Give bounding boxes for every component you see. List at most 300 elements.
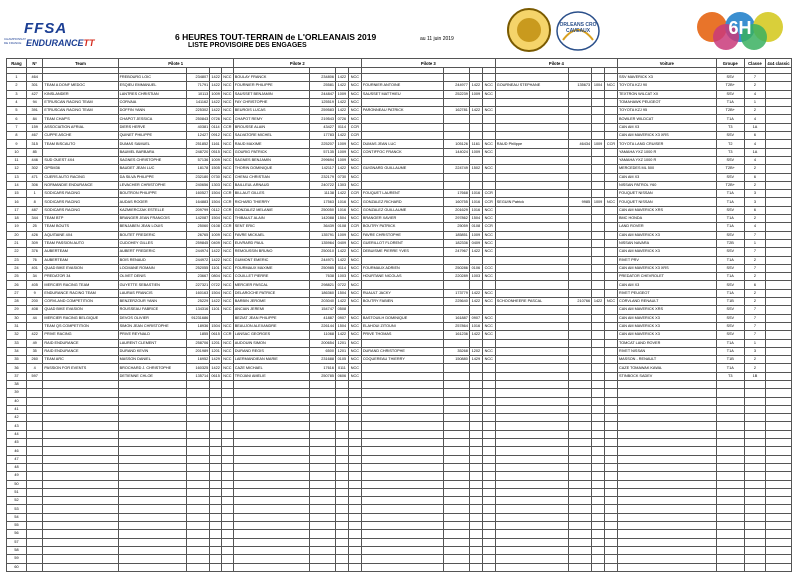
ffsa-brand: FFSA bbox=[24, 20, 68, 37]
cell-pilote1-code bbox=[210, 497, 222, 505]
cell-pilote4-licence bbox=[568, 281, 591, 289]
cell-pilote2-asa bbox=[348, 414, 361, 422]
cell-pilote4-name bbox=[495, 505, 568, 513]
cell-groupe: T1A bbox=[716, 198, 744, 206]
cell-pilote4-licence bbox=[568, 439, 591, 447]
cell-pilote2-code bbox=[335, 405, 348, 413]
cell-pilote4-code bbox=[592, 555, 605, 563]
cell-pilote1-name: DETIENNE CHLOE bbox=[118, 372, 186, 380]
cell-pilote1-name: CORVAIA bbox=[118, 98, 186, 106]
cell-pilote1-licence: 91231686 bbox=[186, 314, 209, 322]
cell-pilote1-code: 1101 bbox=[210, 264, 222, 272]
cell-num: 25 bbox=[26, 223, 42, 231]
cell-pilote2-code: 1422 bbox=[335, 74, 348, 82]
cell-pilote4-name bbox=[495, 447, 568, 455]
cell-pilote4-asa bbox=[605, 513, 618, 521]
cell-pilote3-name bbox=[361, 488, 443, 496]
cell-pilote1-name bbox=[118, 522, 186, 530]
cell-pilote2-licence: 299694 bbox=[310, 156, 336, 164]
cell-rang: 42 bbox=[7, 414, 27, 422]
cell-groupe: T1A bbox=[716, 223, 744, 231]
cell-team: AUBERTEAM bbox=[43, 248, 118, 256]
cell-classe bbox=[744, 414, 765, 422]
cell-pilote4-code bbox=[592, 190, 605, 198]
cell-groupe bbox=[716, 472, 744, 480]
cell-pilote2-name: SAUSSET BENJAMIN bbox=[233, 90, 309, 98]
cell-rang: 3 bbox=[7, 90, 27, 98]
cell-pilote3-code bbox=[469, 505, 482, 513]
cell-team: MERCIER RACING TEAM bbox=[43, 281, 118, 289]
cell-pilote4-asa bbox=[605, 339, 618, 347]
cell-voiture bbox=[617, 397, 716, 405]
cell-pilote1-code bbox=[210, 414, 222, 422]
cell-pilote2-asa: NCC bbox=[348, 281, 361, 289]
cell-pilote3-code bbox=[469, 405, 482, 413]
cell-team bbox=[43, 505, 118, 513]
cell-pilote2-code: 1201 bbox=[335, 347, 348, 355]
cell-pilote2-code: 1009 bbox=[335, 156, 348, 164]
cell-pilote1-asa bbox=[221, 563, 233, 571]
cell-classe: 1A bbox=[744, 148, 765, 156]
cell-pilote4-licence bbox=[568, 463, 591, 471]
cell-pilote3-asa bbox=[482, 339, 495, 347]
cell-pilote4-licence bbox=[568, 563, 591, 571]
cell-pilote4-asa bbox=[605, 123, 618, 131]
cell-pilote2-asa: NCC bbox=[348, 74, 361, 82]
cell-pilote3-code: 0409 bbox=[469, 239, 482, 247]
cell-pilote4-asa bbox=[605, 90, 618, 98]
cell-num bbox=[26, 497, 42, 505]
cell-4x4-classic bbox=[765, 480, 791, 488]
cell-pilote2-code bbox=[335, 538, 348, 546]
cell-pilote3-code: 1422 bbox=[469, 82, 482, 90]
cell-pilote3-name bbox=[361, 463, 443, 471]
cell-groupe: T1A bbox=[716, 98, 744, 106]
cell-pilote1-licence bbox=[186, 505, 209, 513]
cell-voiture: TOMCAT LAND ROVER bbox=[617, 339, 716, 347]
cell-4x4-classic bbox=[765, 455, 791, 463]
cell-pilote1-asa: NCC bbox=[221, 115, 233, 123]
cell-pilote3-name bbox=[361, 455, 443, 463]
cell-classe bbox=[744, 530, 765, 538]
cell-pilote4-asa bbox=[605, 239, 618, 247]
cell-pilote3-asa: NCC bbox=[482, 148, 495, 156]
cell-pilote3-asa: NCC bbox=[482, 322, 495, 330]
cell-pilote2-name bbox=[233, 397, 309, 405]
cell-voiture: MERCEDES ML 500 bbox=[617, 165, 716, 173]
cell-pilote4-name bbox=[495, 173, 568, 181]
cell-pilote4-asa bbox=[605, 231, 618, 239]
cell-rang: 14 bbox=[7, 181, 27, 189]
cell-pilote2-licence: 17563 bbox=[310, 198, 336, 206]
cell-pilote2-licence bbox=[310, 439, 336, 447]
cell-pilote2-code: 0907 bbox=[335, 314, 348, 322]
cell-4x4-classic bbox=[765, 447, 791, 455]
cell-pilote4-name bbox=[495, 439, 568, 447]
cell-pilote4-licence bbox=[568, 74, 591, 82]
cell-pilote2-asa bbox=[348, 488, 361, 496]
cell-pilote1-licence: 25229 bbox=[186, 298, 209, 306]
cell-pilote3-licence bbox=[444, 463, 470, 471]
cell-classe bbox=[744, 488, 765, 496]
cell-pilote3-name bbox=[361, 281, 443, 289]
cell-pilote2-code: 0105 bbox=[335, 356, 348, 364]
cell-pilote4-name bbox=[495, 148, 568, 156]
cell-pilote3-name bbox=[361, 364, 443, 372]
cell-pilote1-code: 0726 bbox=[210, 115, 222, 123]
cell-pilote2-asa: NCC bbox=[348, 231, 361, 239]
cell-num: 4 bbox=[26, 364, 42, 372]
cell-pilote2-code: 0108 bbox=[335, 223, 348, 231]
table-row-empty bbox=[7, 414, 792, 422]
cell-rang: 50 bbox=[7, 480, 27, 488]
cell-pilote3-code: 1161 bbox=[469, 140, 482, 148]
cell-pilote2-name: BEZIAT JEAN PHILIPPE bbox=[233, 314, 309, 322]
cell-rang: 47 bbox=[7, 455, 27, 463]
cell-pilote1-name bbox=[118, 472, 186, 480]
cell-pilote4-licence bbox=[568, 322, 591, 330]
orleans-logo bbox=[555, 10, 601, 52]
cell-pilote3-name bbox=[361, 480, 443, 488]
cell-voiture: TEXTRON WILCAT XX bbox=[617, 90, 716, 98]
cell-pilote2-asa: CCR bbox=[348, 190, 361, 198]
table-row bbox=[7, 123, 792, 131]
cell-pilote1-licence: 240656 bbox=[186, 181, 209, 189]
cell-pilote1-code: 1504 bbox=[210, 289, 222, 297]
cell-voiture bbox=[617, 439, 716, 447]
cell-voiture: CAN AM MAVERICK XRS bbox=[617, 206, 716, 214]
cell-pilote3-licence bbox=[444, 306, 470, 314]
table-row bbox=[7, 206, 792, 214]
cell-voiture bbox=[617, 455, 716, 463]
cell-team: NORMANDIE ENDURANCE bbox=[43, 181, 118, 189]
cell-num: 302 bbox=[26, 165, 42, 173]
cell-pilote2-name: FOURMAUX MAXIME bbox=[233, 264, 309, 272]
cell-pilote4-code: 1009 bbox=[592, 140, 605, 148]
cell-pilote1-code: 0912 bbox=[210, 132, 222, 140]
cell-pilote4-code bbox=[592, 156, 605, 164]
cell-classe: 2 bbox=[744, 181, 765, 189]
cell-pilote2-name: FAVRE MICKAEL bbox=[233, 231, 309, 239]
cell-voiture bbox=[617, 480, 716, 488]
cell-pilote4-code bbox=[592, 98, 605, 106]
cell-pilote2-name bbox=[233, 414, 309, 422]
table-row bbox=[7, 231, 792, 239]
cell-pilote2-licence: 244971 bbox=[310, 256, 336, 264]
cell-pilote2-licence bbox=[310, 472, 336, 480]
cell-pilote1-name: BENJABEN JEAN LOUIS bbox=[118, 223, 186, 231]
cell-pilote3-licence bbox=[444, 472, 470, 480]
cell-pilote3-asa bbox=[482, 497, 495, 505]
cell-pilote3-name: FOUQUET LAURENT bbox=[361, 190, 443, 198]
cell-4x4-classic bbox=[765, 256, 791, 264]
cell-pilote1-name: CUDOHEY GILLES bbox=[118, 239, 186, 247]
cell-pilote3-code bbox=[469, 447, 482, 455]
cell-pilote3-asa: NCC bbox=[482, 140, 495, 148]
cell-pilote1-name: AUDAS ROGER bbox=[118, 198, 186, 206]
cell-pilote3-code bbox=[469, 439, 482, 447]
cell-4x4-classic bbox=[765, 306, 791, 314]
cell-pilote2-name bbox=[233, 405, 309, 413]
cell-4x4-classic bbox=[765, 546, 791, 554]
cell-num: 426 bbox=[26, 231, 42, 239]
cell-num: 200 bbox=[26, 298, 42, 306]
cell-pilote2-code bbox=[335, 389, 348, 397]
cell-pilote3-asa: NCC bbox=[482, 356, 495, 364]
cell-rang: 38 bbox=[7, 380, 27, 388]
table-row bbox=[7, 256, 792, 264]
cell-rang: 13 bbox=[7, 173, 27, 181]
cell-pilote4-code bbox=[592, 463, 605, 471]
cell-classe: 2 bbox=[744, 298, 765, 306]
cell-team: TEAM A DONF MEDOC bbox=[43, 82, 118, 90]
cell-pilote2-asa bbox=[348, 546, 361, 554]
cell-pilote2-licence: 7638 bbox=[310, 273, 336, 281]
cell-pilote4-name bbox=[495, 430, 568, 438]
cell-pilote2-name: TROJANI AMELIE bbox=[233, 372, 309, 380]
cell-pilote4-code: 1004 bbox=[592, 82, 605, 90]
cell-pilote4-code bbox=[592, 248, 605, 256]
cell-pilote2-code bbox=[335, 455, 348, 463]
cell-pilote1-licence bbox=[186, 488, 209, 496]
cell-num bbox=[26, 505, 42, 513]
cell-pilote2-asa: NCC bbox=[348, 165, 361, 173]
cell-4x4-classic bbox=[765, 563, 791, 571]
cell-pilote2-name: LAERMANDIEAN MARIE bbox=[233, 356, 309, 364]
cell-num bbox=[26, 563, 42, 571]
cell-pilote3-licence bbox=[444, 364, 470, 372]
cell-pilote2-asa bbox=[348, 455, 361, 463]
cell-pilote4-asa bbox=[605, 530, 618, 538]
cell-pilote4-asa: NCC bbox=[605, 82, 618, 90]
cell-pilote3-licence bbox=[444, 98, 470, 106]
cell-4x4-classic bbox=[765, 140, 791, 148]
cell-pilote3-asa bbox=[482, 505, 495, 513]
cell-4x4-classic bbox=[765, 156, 791, 164]
table-row bbox=[7, 82, 792, 90]
cell-pilote1-asa bbox=[221, 513, 233, 521]
cell-pilote2-licence: 250785 bbox=[310, 372, 336, 380]
cell-pilote3-name bbox=[361, 538, 443, 546]
cell-num: 422 bbox=[26, 331, 42, 339]
cell-pilote3-licence: 185851 bbox=[444, 231, 470, 239]
cell-pilote2-licence: 250050 bbox=[310, 206, 336, 214]
cell-pilote3-code bbox=[469, 530, 482, 538]
cell-num bbox=[26, 546, 42, 554]
cell-pilote2-code: 0409 bbox=[335, 239, 348, 247]
cell-pilote1-code: 1422 bbox=[210, 82, 222, 90]
cell-groupe bbox=[716, 414, 744, 422]
cell-pilote3-code bbox=[469, 472, 482, 480]
cell-pilote3-code bbox=[469, 455, 482, 463]
cell-pilote1-licence: 10113 bbox=[186, 90, 209, 98]
cell-pilote3-code: 1422 bbox=[469, 298, 482, 306]
cell-pilote1-licence: 71791 bbox=[186, 82, 209, 90]
cell-pilote1-asa bbox=[221, 463, 233, 471]
cell-voiture: CAN AM MAVERICK X3 bbox=[617, 314, 716, 322]
cell-rang: 45 bbox=[7, 439, 27, 447]
cell-pilote1-name bbox=[118, 513, 186, 521]
cell-pilote2-licence bbox=[310, 480, 336, 488]
cell-pilote4-name: SCHOONHEERE PASCAL bbox=[495, 298, 568, 306]
cell-voiture: FOUQUET NISSAN bbox=[617, 198, 716, 206]
cell-pilote2-asa bbox=[348, 405, 361, 413]
cell-team: TEAM PASSION AUTO bbox=[43, 239, 118, 247]
cell-pilote1-licence: 258706 bbox=[186, 339, 209, 347]
cell-pilote3-name bbox=[361, 181, 443, 189]
cell-pilote3-code: 1009 bbox=[469, 231, 482, 239]
cell-pilote1-code: 1101 bbox=[210, 306, 222, 314]
cell-pilote1-name: DOFFIN YANN bbox=[118, 107, 186, 115]
cell-classe: 2 bbox=[744, 107, 765, 115]
table-row bbox=[7, 198, 792, 206]
cell-classe: 1B bbox=[744, 372, 765, 380]
cell-pilote4-name bbox=[495, 289, 568, 297]
table-row bbox=[7, 248, 792, 256]
table-row bbox=[7, 90, 792, 98]
cell-pilote2-asa bbox=[348, 555, 361, 563]
cell-pilote2-licence: 135791 bbox=[310, 231, 336, 239]
cell-pilote1-code: 0515 bbox=[210, 148, 222, 156]
cell-pilote1-asa: NCC bbox=[221, 372, 233, 380]
cell-pilote3-licence bbox=[444, 414, 470, 422]
cell-4x4-classic bbox=[765, 331, 791, 339]
cell-pilote4-name bbox=[495, 364, 568, 372]
cell-pilote2-code bbox=[335, 488, 348, 496]
cell-pilote2-name: RAUD MAXIME bbox=[233, 140, 309, 148]
cell-pilote1-name: BOUTET FREDERIC bbox=[118, 231, 186, 239]
cell-pilote2-name bbox=[233, 422, 309, 430]
cell-4x4-classic bbox=[765, 231, 791, 239]
cell-pilote4-asa bbox=[605, 389, 618, 397]
cell-pilote2-name bbox=[233, 546, 309, 554]
cell-pilote1-name: GUYETTE SEBASTIEN bbox=[118, 281, 186, 289]
cell-pilote4-name bbox=[495, 372, 568, 380]
cell-4x4-classic bbox=[765, 439, 791, 447]
cell-pilote4-asa bbox=[605, 463, 618, 471]
cell-pilote4-name bbox=[495, 248, 568, 256]
cell-pilote1-name bbox=[118, 538, 186, 546]
cell-groupe bbox=[716, 455, 744, 463]
table-row bbox=[7, 364, 792, 372]
cell-pilote3-code bbox=[469, 74, 482, 82]
cell-groupe bbox=[716, 555, 744, 563]
cell-pilote1-licence: 164883 bbox=[186, 198, 209, 206]
cell-classe: 4 bbox=[744, 223, 765, 231]
table-row bbox=[7, 132, 792, 140]
cell-pilote2-code: 0114 bbox=[335, 264, 348, 272]
cell-pilote1-licence bbox=[186, 430, 209, 438]
cell-pilote2-name: BROUSSE ALAIN bbox=[233, 123, 309, 131]
cell-voiture bbox=[617, 555, 716, 563]
cell-classe bbox=[744, 555, 765, 563]
cell-pilote2-code: 0114 bbox=[335, 123, 348, 131]
cell-pilote1-code bbox=[210, 430, 222, 438]
cell-pilote3-code bbox=[469, 132, 482, 140]
cell-team: CUERS AUTO RACING bbox=[43, 173, 118, 181]
cell-pilote4-asa bbox=[605, 488, 618, 496]
cell-team bbox=[43, 546, 118, 554]
cell-pilote2-name: EUVRARD PAUL bbox=[233, 239, 309, 247]
cell-pilote3-licence bbox=[444, 173, 470, 181]
cell-rang: 54 bbox=[7, 513, 27, 521]
cell-pilote1-asa: NCC bbox=[221, 347, 233, 355]
cell-pilote3-code bbox=[469, 372, 482, 380]
cell-pilote2-licence: 6500 bbox=[310, 347, 336, 355]
cell-team: ASSOCIATION AFRIAL bbox=[43, 123, 118, 131]
cell-pilote2-code bbox=[335, 439, 348, 447]
cell-pilote2-name bbox=[233, 505, 309, 513]
cell-4x4-classic bbox=[765, 132, 791, 140]
cell-groupe bbox=[716, 563, 744, 571]
table-row-empty bbox=[7, 455, 792, 463]
cell-pilote3-licence bbox=[444, 546, 470, 554]
cell-rang: 48 bbox=[7, 463, 27, 471]
cell-classe: 2 bbox=[744, 289, 765, 297]
cell-pilote1-licence: 160527 bbox=[186, 190, 209, 198]
cell-pilote4-name bbox=[495, 522, 568, 530]
cell-pilote1-licence bbox=[186, 472, 209, 480]
cell-pilote2-asa: NCC bbox=[348, 181, 361, 189]
cell-pilote3-licence: 173779 bbox=[444, 289, 470, 297]
cell-classe bbox=[744, 463, 765, 471]
cell-pilote2-code: 1422 bbox=[335, 98, 348, 106]
cell-pilote1-asa: NCC bbox=[221, 181, 233, 189]
cell-pilote1-asa bbox=[221, 480, 233, 488]
cell-4x4-classic bbox=[765, 422, 791, 430]
cell-pilote3-asa: CCR bbox=[482, 190, 495, 198]
cell-pilote1-code bbox=[210, 397, 222, 405]
cell-pilote4-asa bbox=[605, 181, 618, 189]
cell-rang: 39 bbox=[7, 389, 27, 397]
cell-num bbox=[26, 522, 42, 530]
cell-pilote1-name: LANTRES CHRISTIAN bbox=[118, 90, 186, 98]
cell-pilote2-name bbox=[233, 389, 309, 397]
cell-pilote4-licence bbox=[568, 90, 591, 98]
cell-pilote2-name bbox=[233, 472, 309, 480]
cell-pilote3-name bbox=[361, 505, 443, 513]
cell-pilote2-asa: NCC bbox=[348, 215, 361, 223]
cell-pilote1-licence: 1855 bbox=[186, 331, 209, 339]
cell-pilote1-name bbox=[118, 455, 186, 463]
cell-rang: 53 bbox=[7, 505, 27, 513]
cell-rang: 29 bbox=[7, 306, 27, 314]
cell-pilote1-name: DIERS HERVE bbox=[118, 123, 186, 131]
cell-pilote1-name: OLIVET DENIS bbox=[118, 273, 186, 281]
cell-pilote3-asa: NCC bbox=[482, 231, 495, 239]
cell-pilote2-licence bbox=[310, 555, 336, 563]
cell-pilote3-licence: 17668 bbox=[444, 190, 470, 198]
cell-pilote2-licence bbox=[310, 513, 336, 521]
cell-groupe: SSV bbox=[716, 156, 744, 164]
cell-pilote2-asa: NCC bbox=[348, 206, 361, 214]
cell-pilote1-licence: 57136 bbox=[186, 156, 209, 164]
cell-classe: 7 bbox=[744, 264, 765, 272]
cell-pilote3-asa: NCC bbox=[482, 314, 495, 322]
cell-team: ENDURANCE RACING TEAM bbox=[43, 289, 118, 297]
cell-pilote2-licence: 226144 bbox=[310, 322, 336, 330]
cell-pilote1-licence bbox=[186, 439, 209, 447]
cell-pilote4-code bbox=[592, 472, 605, 480]
cell-groupe bbox=[716, 463, 744, 471]
cell-groupe: T2B+ bbox=[716, 107, 744, 115]
cell-pilote4-code bbox=[592, 522, 605, 530]
cell-pilote4-code bbox=[592, 447, 605, 455]
cell-pilote2-name: BEAUJON ALEXANDRE bbox=[233, 322, 309, 330]
cell-pilote2-code: 1422 bbox=[335, 298, 348, 306]
cell-pilote1-code bbox=[210, 439, 222, 447]
cell-num: 315 bbox=[26, 140, 42, 148]
